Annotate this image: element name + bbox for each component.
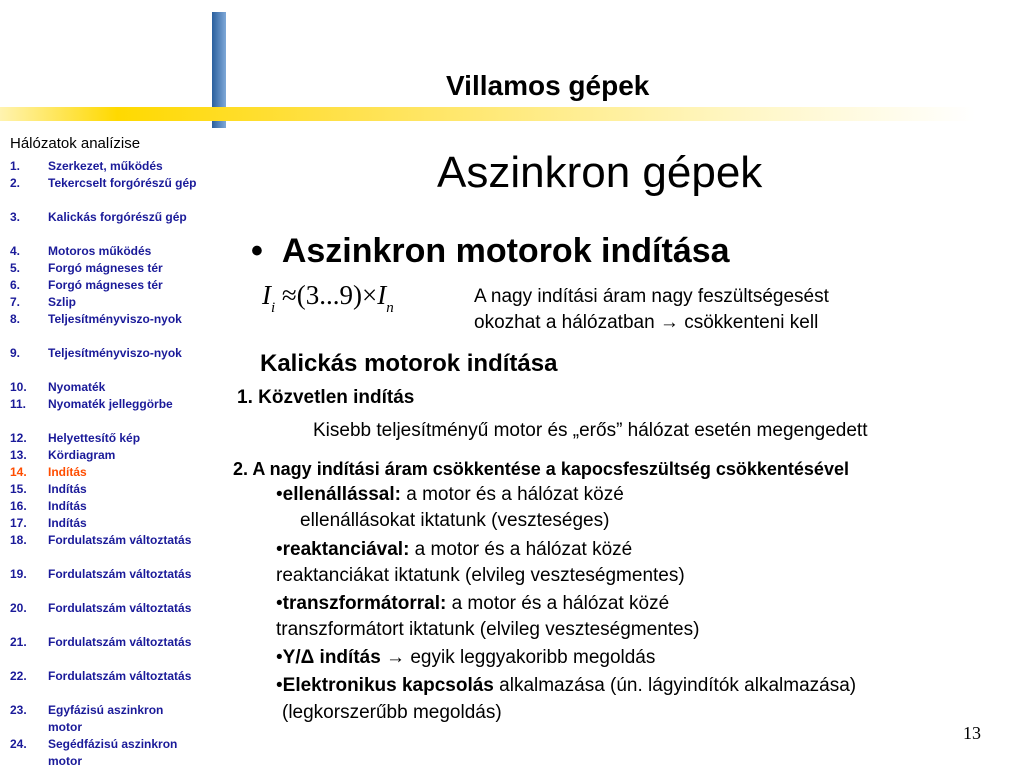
sidebar-item-label: Nyomaték: [48, 380, 106, 394]
sidebar-item-number: 24.: [10, 737, 27, 751]
option-bullet: •: [276, 647, 283, 668]
sidebar-item-label: Kalickás forgórészű gép: [48, 210, 187, 224]
sidebar-item-label: Indítás: [48, 465, 87, 479]
sidebar-item-21[interactable]: [10, 634, 205, 668]
bullet-marker: •: [251, 232, 263, 270]
sidebar-item-label: Nyomaték jelleggörbe: [48, 397, 173, 411]
sidebar-item-3[interactable]: [10, 209, 205, 243]
option-electronic-text: alkalmazása (ún. lágyindítók alkalmazása): [493, 675, 857, 696]
section-subheading: Kalickás motorok indítása: [260, 350, 558, 377]
option-resistor: [276, 482, 624, 508]
sidebar-item-label: Fordulatszám változtatás: [48, 669, 192, 683]
option-star-delta: [276, 645, 655, 671]
sidebar-item-label: Szlip: [48, 295, 77, 309]
sidebar-item-24[interactable]: [10, 736, 205, 770]
sidebar-item-15[interactable]: [10, 481, 205, 498]
option-reactance-text: a motor és a hálózat közé: [409, 539, 633, 560]
sidebar-item-number: 8.: [10, 312, 21, 326]
sidebar-item-6[interactable]: [10, 277, 205, 294]
sidebar-item-number: 1.: [10, 159, 21, 173]
option-electronic-label: Elektronikus kapcsolás: [282, 675, 494, 696]
option-transformer-continued: transzformátort iktatunk (elvileg veszteségmentes): [276, 619, 700, 640]
sidebar-item-17[interactable]: [10, 515, 205, 532]
option-star-delta-text: → egyik leggyakoribb megoldás: [380, 647, 656, 668]
sidebar-item-label: Fordulatszám változtatás: [48, 601, 192, 615]
page-number: 13: [963, 723, 981, 743]
method-1-description: Kisebb teljesítményű motor és „erős” hálózat esetén megengedett: [313, 420, 868, 441]
formula-nominal-symbol: I: [377, 280, 387, 310]
sidebar-item-number: 17.: [10, 516, 27, 530]
formula-times: ×: [361, 280, 378, 310]
option-reactance-label: reaktanciával:: [282, 539, 410, 560]
sidebar-item-number: 16.: [10, 499, 27, 513]
sidebar-item-number: 13.: [10, 448, 27, 462]
formula-current-symbol: I: [262, 280, 271, 310]
sidebar-item-16[interactable]: [10, 498, 205, 515]
sidebar-item-11[interactable]: [10, 396, 205, 430]
sidebar-heading: Hálózatok analízise: [10, 135, 141, 152]
sidebar-item-number: 7.: [10, 295, 21, 309]
sidebar-item-14[interactable]: [10, 464, 205, 481]
sidebar-item-number: 20.: [10, 601, 27, 615]
sidebar-item-label: Fordulatszám változtatás: [48, 533, 192, 547]
sidebar-item-8[interactable]: [10, 311, 205, 345]
sidebar-item-label: Forgó mágneses tér: [48, 278, 163, 292]
sidebar-item-number: 12.: [10, 431, 27, 445]
sidebar-item-20[interactable]: [10, 600, 205, 634]
sidebar-item-label: Tekercselt forgórészű gép: [48, 176, 197, 190]
sidebar-item-label: Motoros működés: [48, 244, 152, 258]
sidebar-item-number: 2.: [10, 176, 21, 190]
sidebar-item-label: Forgó mágneses tér: [48, 261, 163, 275]
option-resistor-label: ellenállással:: [282, 484, 401, 505]
sidebar-item-number: 4.: [10, 244, 21, 258]
option-bullet: •: [276, 675, 283, 696]
sidebar-item-22[interactable]: [10, 668, 205, 702]
option-transformer-text: a motor és a hálózat közé: [446, 593, 670, 614]
option-transformer: [276, 591, 669, 617]
sidebar-item-label: Indítás: [48, 516, 87, 530]
sidebar-item-number: 23.: [10, 703, 27, 717]
starting-current-formula: [262, 280, 394, 316]
sidebar-item-12[interactable]: [10, 430, 205, 447]
formula-range: (3...9): [296, 280, 362, 310]
formula-subscript-n: n: [386, 300, 394, 316]
method-1-title: 1. Közvetlen indítás: [237, 387, 415, 408]
sidebar-item-label: Kördiagram: [48, 448, 116, 462]
sidebar-item-9[interactable]: [10, 345, 205, 379]
main-point-text: Aszinkron motorok indítása: [281, 232, 730, 270]
sidebar-item-13[interactable]: [10, 447, 205, 464]
sidebar-item-19[interactable]: [10, 566, 205, 600]
sidebar-item-label: Helyettesítő kép: [48, 431, 141, 445]
formula-note: [474, 284, 1014, 336]
sidebar-item-number: 6.: [10, 278, 21, 292]
sidebar-item-label: Szerkezet, működés: [48, 159, 163, 173]
formula-approx: ≈: [281, 280, 297, 310]
sidebar-item-label: Teljesítményviszo-nyok: [48, 312, 182, 326]
sidebar-item-label: Fordulatszám változtatás: [48, 635, 192, 649]
option-bullet: •: [276, 593, 283, 614]
option-transformer-label: transzformátorral:: [282, 593, 447, 614]
header-title: Villamos gépek: [446, 70, 650, 101]
sidebar-item-number: 3.: [10, 210, 21, 224]
sidebar-item-number: 11.: [10, 397, 27, 411]
sidebar-item-number: 21.: [10, 635, 27, 649]
option-star-delta-label: Y/Δ indítás: [282, 647, 381, 668]
sidebar-item-number: 15.: [10, 482, 27, 496]
sidebar-item-5[interactable]: [10, 260, 205, 277]
option-bullet: •: [276, 539, 283, 560]
sidebar-item-label: Indítás: [48, 482, 87, 496]
option-reactance: [276, 537, 632, 563]
main-bullet-point: [251, 232, 730, 271]
sidebar-item-4[interactable]: [10, 243, 205, 260]
option-resistor-text: a motor és a hálózat közé: [400, 484, 624, 505]
sidebar-item-label: Fordulatszám változtatás: [48, 567, 192, 581]
sidebar-item-number: 9.: [10, 346, 21, 360]
option-bullet: •: [276, 484, 283, 505]
sidebar-item-10[interactable]: [10, 379, 205, 396]
option-resistor-continued: ellenállásokat iktatunk (veszteséges): [300, 510, 610, 531]
sidebar-item-number: 5.: [10, 261, 21, 275]
method-2-title: 2. A nagy indítási áram csökkentése a kapocsfeszültség csökkentésével: [233, 459, 849, 479]
sidebar-item-7[interactable]: [10, 294, 205, 311]
decorative-horizontal-bar: [0, 107, 975, 121]
sidebar-item-label: Egyfázisú aszinkron motor: [48, 703, 164, 734]
note-line-1: A nagy indítási áram nagy feszültségesést: [474, 286, 829, 307]
sidebar-item-23[interactable]: [10, 702, 205, 736]
note-line-2: okozhat a hálózatban → csökkenteni kell: [474, 312, 819, 333]
sidebar-item-label: Indítás: [48, 499, 87, 513]
sidebar-item-number: 10.: [10, 380, 27, 394]
option-electronic: [276, 673, 856, 699]
sidebar-item-2[interactable]: [10, 175, 205, 209]
sidebar-item-label: Teljesítményviszo-nyok: [48, 346, 182, 360]
sidebar-item-18[interactable]: [10, 532, 205, 566]
sidebar-item-number: 18.: [10, 533, 27, 547]
sidebar-item-number: 19.: [10, 567, 27, 581]
sidebar-item-label: Segédfázisú aszinkron motor: [48, 737, 178, 768]
slide-title: Aszinkron gépek: [437, 148, 763, 197]
sidebar-item-number: 22.: [10, 669, 27, 683]
sidebar-item-1[interactable]: [10, 158, 205, 175]
option-electronic-continued: (legkorszerűbb megoldás): [282, 702, 502, 723]
sidebar-item-number: 14.: [10, 465, 27, 479]
formula-subscript-i: i: [271, 300, 276, 316]
option-reactance-continued: reaktanciákat iktatunk (elvileg veszteségmentes): [276, 565, 685, 586]
